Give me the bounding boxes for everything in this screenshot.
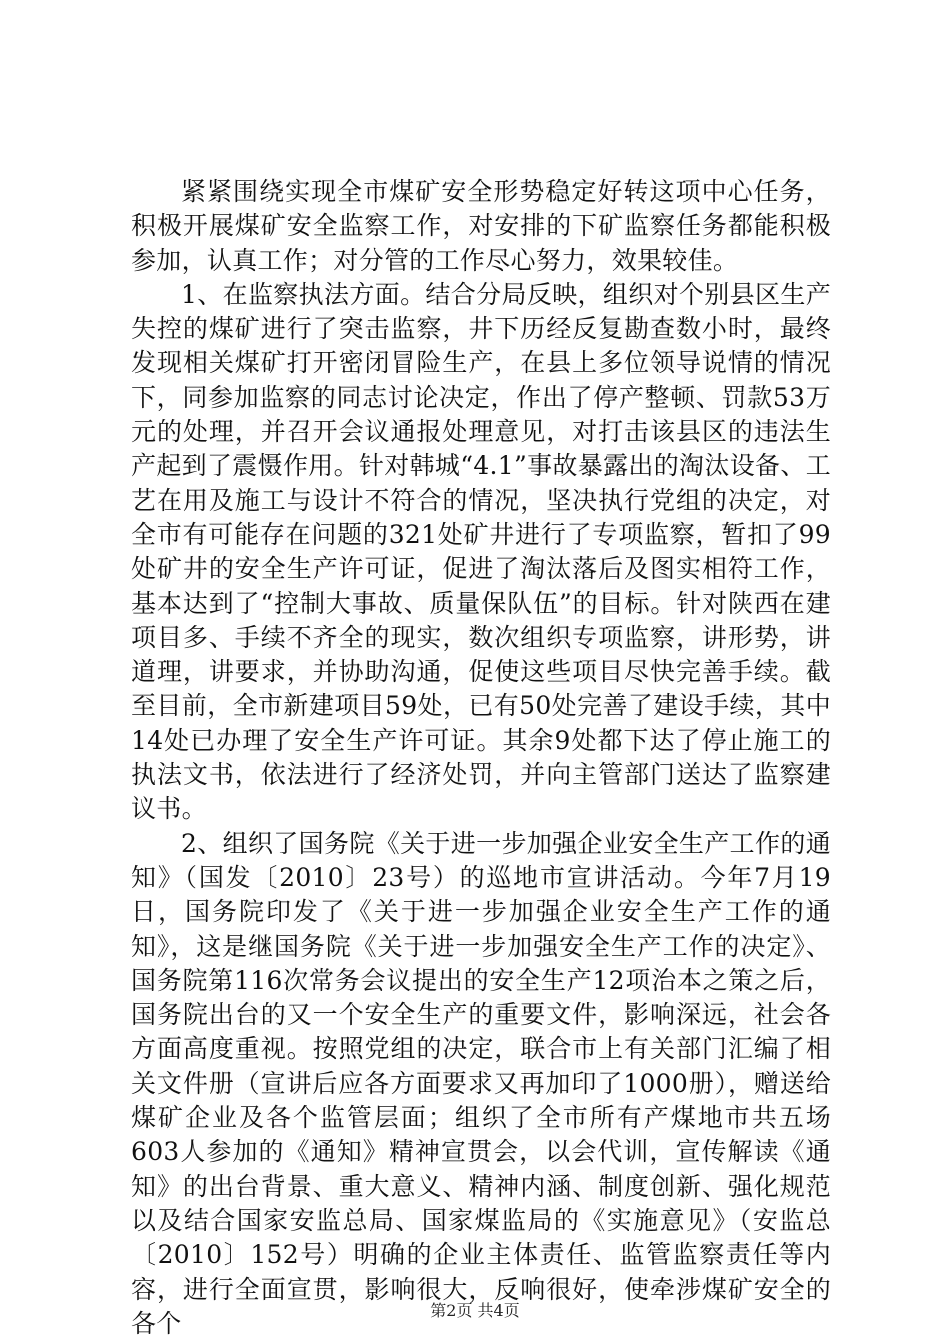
paragraph-intro: 紧紧围绕实现全市煤矿安全形势稳定好转这项中心任务，积极开展煤矿安全监察工作，对安排的下矿监察任务都能积极参加，认真工作；对分管的工作尽心努力，效果较佳。: [131, 177, 831, 275]
paragraph-state-council-notice: 2、组织了国务院《关于进一步加强企业安全生产工作的通知》（国发〔2010〕23号）的巡地市宣讲活动。今年7月19日，国务院印发了《关于进一步加强企业安全生产工作的通知》，这是继国务院《关于进一步加强安全生产工作的决定》、国务院第116次常务会议提出的安全生产12项治本之策之后，国务院出台的又一个安全生产的重要文件，影响深远，社会各方面高度重视。按照党组的决定，联合市上有关部门汇编了相关文件册（宣讲后应各方面要求又再加印了1000册），赠送给煤矿企业及各个监管层面；组织了全市所有产煤地市共五场603人参加的《通知》精神宣贯会，以会代训，宣传解读《通知》的出台背景、重大意义、精神内涵、制度创新、强化规范以及结合国家安监总局、国家煤监局的《实施意见》（安监总〔2010〕152号）明确的企业主体责任、监管监察责任等内容，进行全面宣贯，影响很大，反响很好，使牵涉煤矿安全的各个: [131, 828, 831, 1338]
page-number-footer: 第2页 共4页: [430, 1301, 520, 1320]
paragraph-supervision-enforcement: 1、在监察执法方面。结合分局反映，组织对个别县区生产失控的煤矿进行了突击监察，井下历经反复勘查数小时，最终发现相关煤矿打开密闭冒险生产，在县上多位领导说情的情况下，同参加监察的同志讨论决定，作出了停产整顿、罚款53万元的处理，并召开会议通报处理意见，对打击该县区的违法生产起到了震慑作用。针对韩城“4.1”事故暴露出的淘汰设备、工艺在用及施工与设计不符合的情况，坚决执行党组的决定，对全市有可能存在问题的321处矿井进行了专项监察，暂扣了99处矿井的安全生产许可证，促进了淘汰落后及图实相符工作，基本达到了“控制大事故、质量保队伍”的目标。针对陕西在建项目多、手续不齐全的现实，数次组织专项监察，讲形势，讲道理，讲要求，并协助沟通，促使这些项目尽快完善手续。截至目前，全市新建项目59处，已有50处完善了建设手续，其中14处已办理了安全生产许可证。其余9处都下达了停止施工的执法文书，依法进行了经济处罚，并向主管部门送达了监察建议书。: [131, 279, 831, 824]
document-body: [131, 175, 831, 1341]
